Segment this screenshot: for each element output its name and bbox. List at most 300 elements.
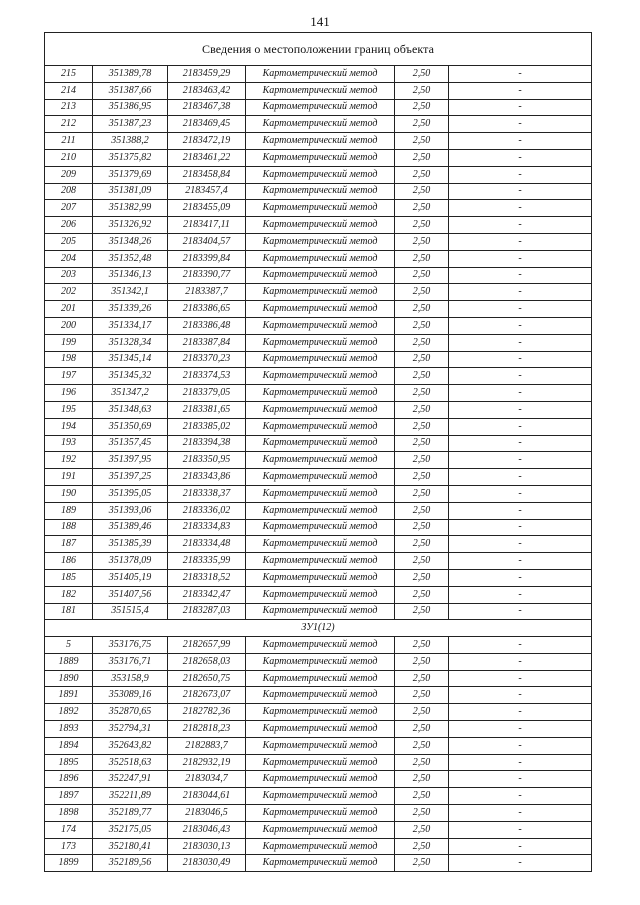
method-cell: Картометрический метод: [246, 385, 395, 402]
method-cell: Картометрический метод: [246, 653, 395, 670]
method-cell: Картометрический метод: [246, 250, 395, 267]
accuracy-cell: 2,50: [395, 233, 449, 250]
y-coordinate-cell: 2183387,7: [168, 284, 246, 301]
x-coordinate-cell: 351395,05: [93, 485, 168, 502]
table-row: [45, 166, 592, 183]
table-row: [45, 233, 592, 250]
accuracy-cell: 2,50: [395, 805, 449, 822]
description-cell: -: [449, 183, 592, 200]
x-coordinate-cell: 351387,66: [93, 82, 168, 99]
accuracy-cell: 2,50: [395, 200, 449, 217]
method-cell: Картометрический метод: [246, 519, 395, 536]
y-coordinate-cell: 2183387,84: [168, 334, 246, 351]
description-cell: -: [449, 284, 592, 301]
description-cell: -: [449, 586, 592, 603]
accuracy-cell: 2,50: [395, 418, 449, 435]
accuracy-cell: 2,50: [395, 66, 449, 83]
table-row: [45, 418, 592, 435]
table-row: [45, 838, 592, 855]
x-coordinate-cell: 352175,05: [93, 821, 168, 838]
y-coordinate-cell: 2183334,83: [168, 519, 246, 536]
method-cell: Картометрический метод: [246, 721, 395, 738]
description-cell: -: [449, 301, 592, 318]
accuracy-cell: 2,50: [395, 334, 449, 351]
table-row: [45, 317, 592, 334]
y-coordinate-cell: 2183417,11: [168, 217, 246, 234]
table-row: [45, 788, 592, 805]
accuracy-cell: 2,50: [395, 485, 449, 502]
x-coordinate-cell: 351348,63: [93, 401, 168, 418]
point-number-cell: 207: [45, 200, 93, 217]
x-coordinate-cell: 351387,23: [93, 116, 168, 133]
accuracy-cell: 2,50: [395, 855, 449, 872]
description-cell: -: [449, 754, 592, 771]
accuracy-cell: 2,50: [395, 536, 449, 553]
table-row: [45, 536, 592, 553]
method-cell: Картометрический метод: [246, 536, 395, 553]
accuracy-cell: 2,50: [395, 603, 449, 620]
accuracy-cell: 2,50: [395, 183, 449, 200]
table-row: [45, 385, 592, 402]
description-cell: -: [449, 721, 592, 738]
table-row: [45, 267, 592, 284]
table-row: [45, 721, 592, 738]
method-cell: Картометрический метод: [246, 149, 395, 166]
table-row: [45, 653, 592, 670]
accuracy-cell: 2,50: [395, 670, 449, 687]
accuracy-cell: 2,50: [395, 401, 449, 418]
point-number-cell: 205: [45, 233, 93, 250]
y-coordinate-cell: 2183336,02: [168, 502, 246, 519]
point-number-cell: 195: [45, 401, 93, 418]
table-row: [45, 301, 592, 318]
table-row: [45, 502, 592, 519]
y-coordinate-cell: 2183046,5: [168, 805, 246, 822]
table-row: [45, 519, 592, 536]
table-row: [45, 200, 592, 217]
accuracy-cell: 2,50: [395, 754, 449, 771]
accuracy-cell: 2,50: [395, 217, 449, 234]
point-number-cell: 5: [45, 637, 93, 654]
y-coordinate-cell: 2183335,99: [168, 553, 246, 570]
description-cell: -: [449, 469, 592, 486]
accuracy-cell: 2,50: [395, 687, 449, 704]
y-coordinate-cell: 2183379,05: [168, 385, 246, 402]
y-coordinate-cell: 2183370,23: [168, 351, 246, 368]
description-cell: -: [449, 670, 592, 687]
description-cell: -: [449, 385, 592, 402]
point-number-cell: 1893: [45, 721, 93, 738]
x-coordinate-cell: 352518,63: [93, 754, 168, 771]
method-cell: Картометрический метод: [246, 133, 395, 150]
x-coordinate-cell: 351334,17: [93, 317, 168, 334]
x-coordinate-cell: 351350,69: [93, 418, 168, 435]
x-coordinate-cell: 352189,56: [93, 855, 168, 872]
description-cell: -: [449, 771, 592, 788]
description-cell: -: [449, 66, 592, 83]
table-row: [45, 704, 592, 721]
y-coordinate-cell: 2182932,19: [168, 754, 246, 771]
x-coordinate-cell: 351388,2: [93, 133, 168, 150]
table-row: [45, 217, 592, 234]
x-coordinate-cell: 351515,4: [93, 603, 168, 620]
description-cell: -: [449, 368, 592, 385]
table-row: [45, 687, 592, 704]
x-coordinate-cell: 353176,71: [93, 653, 168, 670]
accuracy-cell: 2,50: [395, 586, 449, 603]
point-number-cell: 200: [45, 317, 93, 334]
point-number-cell: 201: [45, 301, 93, 318]
description-cell: -: [449, 502, 592, 519]
accuracy-cell: 2,50: [395, 301, 449, 318]
point-number-cell: 191: [45, 469, 93, 486]
description-cell: -: [449, 704, 592, 721]
method-cell: Картометрический метод: [246, 553, 395, 570]
point-number-cell: 1895: [45, 754, 93, 771]
x-coordinate-cell: 351328,34: [93, 334, 168, 351]
x-coordinate-cell: 353158,9: [93, 670, 168, 687]
table-row: [45, 334, 592, 351]
method-cell: Картометрический метод: [246, 586, 395, 603]
point-number-cell: 190: [45, 485, 93, 502]
x-coordinate-cell: 351375,82: [93, 149, 168, 166]
description-cell: -: [449, 267, 592, 284]
accuracy-cell: 2,50: [395, 284, 449, 301]
method-cell: Картометрический метод: [246, 704, 395, 721]
method-cell: Картометрический метод: [246, 351, 395, 368]
description-cell: -: [449, 485, 592, 502]
point-number-cell: 186: [45, 553, 93, 570]
y-coordinate-cell: 2183386,48: [168, 317, 246, 334]
description-cell: -: [449, 133, 592, 150]
table-row: [45, 452, 592, 469]
point-number-cell: 208: [45, 183, 93, 200]
y-coordinate-cell: 2183455,09: [168, 200, 246, 217]
x-coordinate-cell: 352643,82: [93, 737, 168, 754]
description-cell: -: [449, 653, 592, 670]
x-coordinate-cell: 351345,14: [93, 351, 168, 368]
method-cell: Картометрический метод: [246, 771, 395, 788]
x-coordinate-cell: 351385,39: [93, 536, 168, 553]
description-cell: -: [449, 351, 592, 368]
section-row: [45, 620, 592, 637]
method-cell: Картометрический метод: [246, 116, 395, 133]
point-number-cell: 174: [45, 821, 93, 838]
y-coordinate-cell: 2182883,7: [168, 737, 246, 754]
description-cell: -: [449, 637, 592, 654]
table-row: [45, 670, 592, 687]
point-number-cell: 199: [45, 334, 93, 351]
method-cell: Картометрический метод: [246, 284, 395, 301]
point-number-cell: 185: [45, 569, 93, 586]
y-coordinate-cell: 2183399,84: [168, 250, 246, 267]
accuracy-cell: 2,50: [395, 771, 449, 788]
accuracy-cell: 2,50: [395, 351, 449, 368]
point-number-cell: 203: [45, 267, 93, 284]
description-cell: -: [449, 334, 592, 351]
table-row: [45, 133, 592, 150]
accuracy-cell: 2,50: [395, 553, 449, 570]
accuracy-cell: 2,50: [395, 82, 449, 99]
table-row: [45, 149, 592, 166]
accuracy-cell: 2,50: [395, 149, 449, 166]
boundary-table: [44, 32, 592, 872]
table-row: [45, 116, 592, 133]
method-cell: Картометрический метод: [246, 418, 395, 435]
x-coordinate-cell: 351381,09: [93, 183, 168, 200]
point-number-cell: 198: [45, 351, 93, 368]
accuracy-cell: 2,50: [395, 469, 449, 486]
page-number: 141: [310, 14, 330, 29]
accuracy-cell: 2,50: [395, 737, 449, 754]
y-coordinate-cell: 2183046,43: [168, 821, 246, 838]
method-cell: Картометрический метод: [246, 821, 395, 838]
y-coordinate-cell: 2183334,48: [168, 536, 246, 553]
description-cell: -: [449, 116, 592, 133]
description-cell: -: [449, 452, 592, 469]
table-row: [45, 99, 592, 116]
y-coordinate-cell: 2183030,13: [168, 838, 246, 855]
point-number-cell: 193: [45, 435, 93, 452]
accuracy-cell: 2,50: [395, 637, 449, 654]
y-coordinate-cell: 2183338,37: [168, 485, 246, 502]
y-coordinate-cell: 2183457,4: [168, 183, 246, 200]
y-coordinate-cell: 2183386,65: [168, 301, 246, 318]
accuracy-cell: 2,50: [395, 788, 449, 805]
x-coordinate-cell: 351352,48: [93, 250, 168, 267]
method-cell: Картометрический метод: [246, 183, 395, 200]
accuracy-cell: 2,50: [395, 502, 449, 519]
description-cell: -: [449, 250, 592, 267]
y-coordinate-cell: 2182650,75: [168, 670, 246, 687]
accuracy-cell: 2,50: [395, 435, 449, 452]
point-number-cell: 192: [45, 452, 93, 469]
y-coordinate-cell: 2183044,61: [168, 788, 246, 805]
x-coordinate-cell: 352180,41: [93, 838, 168, 855]
point-number-cell: 1896: [45, 771, 93, 788]
y-coordinate-cell: 2183385,02: [168, 418, 246, 435]
x-coordinate-cell: 351393,06: [93, 502, 168, 519]
table-row: [45, 351, 592, 368]
description-cell: -: [449, 233, 592, 250]
y-coordinate-cell: 2183350,95: [168, 452, 246, 469]
x-coordinate-cell: 351339,26: [93, 301, 168, 318]
accuracy-cell: 2,50: [395, 721, 449, 738]
x-coordinate-cell: 352794,31: [93, 721, 168, 738]
point-number-cell: 182: [45, 586, 93, 603]
method-cell: Картометрический метод: [246, 99, 395, 116]
accuracy-cell: 2,50: [395, 519, 449, 536]
method-cell: Картометрический метод: [246, 317, 395, 334]
table-row: [45, 66, 592, 83]
method-cell: Картометрический метод: [246, 569, 395, 586]
point-number-cell: 1897: [45, 788, 93, 805]
y-coordinate-cell: 2182657,99: [168, 637, 246, 654]
y-coordinate-cell: 2183318,52: [168, 569, 246, 586]
x-coordinate-cell: 351389,78: [93, 66, 168, 83]
description-cell: -: [449, 82, 592, 99]
point-number-cell: 1889: [45, 653, 93, 670]
table-title: Сведения о местоположении границ объекта: [45, 33, 592, 66]
description-cell: -: [449, 855, 592, 872]
y-coordinate-cell: 2182673,07: [168, 687, 246, 704]
y-coordinate-cell: 2183463,42: [168, 82, 246, 99]
table-row: [45, 553, 592, 570]
y-coordinate-cell: 2183287,03: [168, 603, 246, 620]
table-row: [45, 821, 592, 838]
point-number-cell: 210: [45, 149, 93, 166]
x-coordinate-cell: 351397,95: [93, 452, 168, 469]
method-cell: Картометрический метод: [246, 687, 395, 704]
method-cell: Картометрический метод: [246, 637, 395, 654]
method-cell: Картометрический метод: [246, 217, 395, 234]
point-number-cell: 1898: [45, 805, 93, 822]
description-cell: -: [449, 821, 592, 838]
accuracy-cell: 2,50: [395, 821, 449, 838]
x-coordinate-cell: 351357,45: [93, 435, 168, 452]
method-cell: Картометрический метод: [246, 485, 395, 502]
y-coordinate-cell: 2183390,77: [168, 267, 246, 284]
point-number-cell: 181: [45, 603, 93, 620]
point-number-cell: 196: [45, 385, 93, 402]
x-coordinate-cell: 351342,1: [93, 284, 168, 301]
x-coordinate-cell: 351347,2: [93, 385, 168, 402]
method-cell: Картометрический метод: [246, 838, 395, 855]
method-cell: Картометрический метод: [246, 855, 395, 872]
point-number-cell: 194: [45, 418, 93, 435]
x-coordinate-cell: 351397,25: [93, 469, 168, 486]
accuracy-cell: 2,50: [395, 653, 449, 670]
description-cell: -: [449, 435, 592, 452]
title-row: [45, 33, 592, 66]
point-number-cell: 173: [45, 838, 93, 855]
x-coordinate-cell: 352189,77: [93, 805, 168, 822]
table-row: [45, 469, 592, 486]
point-number-cell: 1890: [45, 670, 93, 687]
accuracy-cell: 2,50: [395, 569, 449, 586]
point-number-cell: 1894: [45, 737, 93, 754]
x-coordinate-cell: 351407,56: [93, 586, 168, 603]
table-row: [45, 485, 592, 502]
y-coordinate-cell: 2183381,65: [168, 401, 246, 418]
accuracy-cell: 2,50: [395, 133, 449, 150]
y-coordinate-cell: 2182782,36: [168, 704, 246, 721]
x-coordinate-cell: 351378,09: [93, 553, 168, 570]
x-coordinate-cell: 352211,89: [93, 788, 168, 805]
point-number-cell: 213: [45, 99, 93, 116]
table-row: [45, 754, 592, 771]
y-coordinate-cell: 2183467,38: [168, 99, 246, 116]
x-coordinate-cell: 353176,75: [93, 637, 168, 654]
table-row: [45, 637, 592, 654]
x-coordinate-cell: 351379,69: [93, 166, 168, 183]
description-cell: -: [449, 737, 592, 754]
table-row: [45, 737, 592, 754]
y-coordinate-cell: 2182658,03: [168, 653, 246, 670]
method-cell: Картометрический метод: [246, 737, 395, 754]
point-number-cell: 211: [45, 133, 93, 150]
point-number-cell: 206: [45, 217, 93, 234]
table-row: [45, 368, 592, 385]
accuracy-cell: 2,50: [395, 250, 449, 267]
method-cell: Картометрический метод: [246, 805, 395, 822]
point-number-cell: 214: [45, 82, 93, 99]
accuracy-cell: 2,50: [395, 385, 449, 402]
description-cell: -: [449, 418, 592, 435]
x-coordinate-cell: 351405,19: [93, 569, 168, 586]
point-number-cell: 212: [45, 116, 93, 133]
accuracy-cell: 2,50: [395, 116, 449, 133]
table-row: [45, 805, 592, 822]
y-coordinate-cell: 2183404,57: [168, 233, 246, 250]
point-number-cell: 209: [45, 166, 93, 183]
point-number-cell: 204: [45, 250, 93, 267]
table-row: [45, 603, 592, 620]
x-coordinate-cell: 351348,26: [93, 233, 168, 250]
table-row: [45, 284, 592, 301]
table-row: [45, 82, 592, 99]
table-row: [45, 855, 592, 872]
x-coordinate-cell: 351345,32: [93, 368, 168, 385]
point-number-cell: 188: [45, 519, 93, 536]
description-cell: -: [449, 687, 592, 704]
accuracy-cell: 2,50: [395, 368, 449, 385]
y-coordinate-cell: 2183374,53: [168, 368, 246, 385]
method-cell: Картометрический метод: [246, 301, 395, 318]
x-coordinate-cell: 351386,95: [93, 99, 168, 116]
y-coordinate-cell: 2183459,29: [168, 66, 246, 83]
method-cell: Картометрический метод: [246, 452, 395, 469]
y-coordinate-cell: 2183458,84: [168, 166, 246, 183]
y-coordinate-cell: 2183034,7: [168, 771, 246, 788]
description-cell: -: [449, 149, 592, 166]
table-body: [45, 33, 592, 872]
point-number-cell: 1899: [45, 855, 93, 872]
method-cell: Картометрический метод: [246, 788, 395, 805]
description-cell: -: [449, 569, 592, 586]
x-coordinate-cell: 351326,92: [93, 217, 168, 234]
point-number-cell: 189: [45, 502, 93, 519]
description-cell: -: [449, 603, 592, 620]
y-coordinate-cell: 2183461,22: [168, 149, 246, 166]
method-cell: Картометрический метод: [246, 368, 395, 385]
method-cell: Картометрический метод: [246, 200, 395, 217]
x-coordinate-cell: 352870,65: [93, 704, 168, 721]
y-coordinate-cell: 2183342,47: [168, 586, 246, 603]
point-number-cell: 1891: [45, 687, 93, 704]
accuracy-cell: 2,50: [395, 99, 449, 116]
description-cell: -: [449, 99, 592, 116]
x-coordinate-cell: 351382,99: [93, 200, 168, 217]
table-row: [45, 569, 592, 586]
method-cell: Картометрический метод: [246, 435, 395, 452]
point-number-cell: 187: [45, 536, 93, 553]
description-cell: -: [449, 838, 592, 855]
x-coordinate-cell: 351346,13: [93, 267, 168, 284]
x-coordinate-cell: 352247,91: [93, 771, 168, 788]
method-cell: Картометрический метод: [246, 267, 395, 284]
accuracy-cell: 2,50: [395, 452, 449, 469]
table-row: [45, 183, 592, 200]
description-cell: -: [449, 519, 592, 536]
y-coordinate-cell: 2183394,38: [168, 435, 246, 452]
method-cell: Картометрический метод: [246, 754, 395, 771]
method-cell: Картометрический метод: [246, 233, 395, 250]
method-cell: Картометрический метод: [246, 82, 395, 99]
method-cell: Картометрический метод: [246, 401, 395, 418]
description-cell: -: [449, 553, 592, 570]
table-row: [45, 250, 592, 267]
